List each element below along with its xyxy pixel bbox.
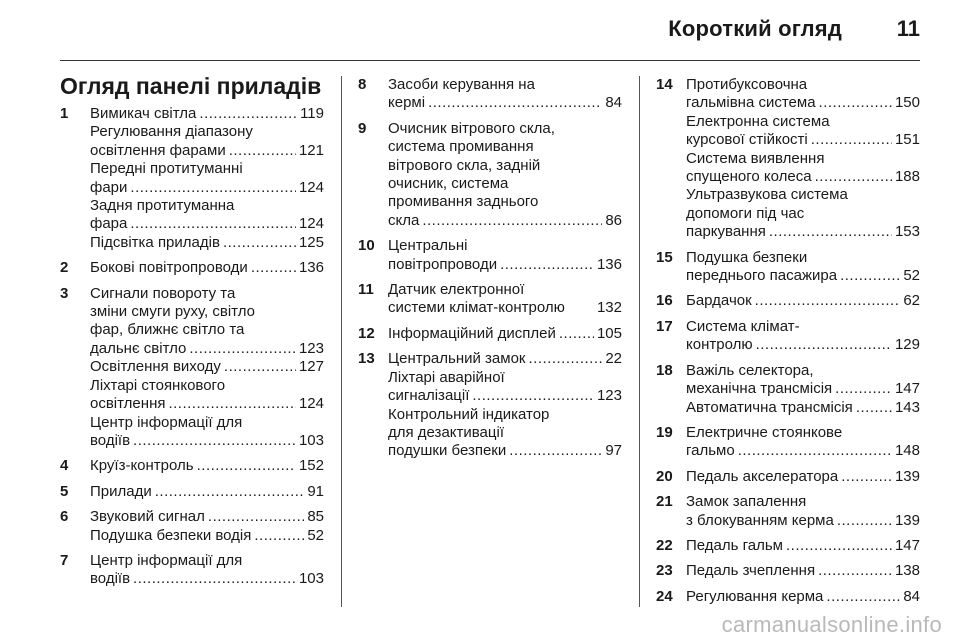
page-reference[interactable]: 123 (596, 387, 622, 405)
leader-dots (769, 223, 892, 241)
entry-text: Сигнали повороту та (90, 284, 236, 302)
entry-line (90, 160, 324, 178)
entry-text: гальмо (686, 442, 735, 460)
entry-line (90, 259, 324, 277)
entry-line (686, 380, 920, 398)
entry-number: 9 (358, 119, 367, 137)
page-reference[interactable]: 129 (894, 336, 920, 354)
entry-number: 13 (358, 350, 375, 368)
entry-text: Звуковий сигнал (90, 508, 205, 526)
entry-line (90, 570, 324, 588)
entry-line (686, 223, 920, 241)
leader-dots (756, 336, 892, 354)
page-reference[interactable]: 188 (894, 168, 920, 186)
leader-dots (472, 387, 594, 405)
page-reference[interactable]: 153 (894, 223, 920, 241)
entry-text: Ультразвукова система (686, 186, 848, 204)
entry-number: 6 (60, 508, 69, 526)
entry-number: 8 (358, 76, 367, 93)
index-entry (656, 318, 920, 355)
entry-line (90, 508, 324, 526)
entry-text: Передні протитуманні (90, 160, 243, 178)
entry-text: Центр інформації для (90, 413, 243, 431)
entry-line (686, 442, 920, 460)
page-reference[interactable]: 119 (300, 105, 324, 122)
index-entry (656, 588, 920, 606)
entry-text: Ліхтарі стоянкового (90, 376, 226, 394)
entry-line (686, 562, 920, 580)
entry-line (686, 424, 920, 442)
page-reference[interactable]: 84 (903, 587, 920, 605)
index-entry (60, 508, 324, 545)
page-reference[interactable]: 127 (298, 358, 324, 376)
leader-dots (826, 588, 900, 606)
entry-number: 5 (60, 482, 69, 500)
leader-dots (251, 259, 296, 277)
index-entry (656, 537, 920, 555)
entry-number: 12 (358, 324, 375, 342)
leader-dots (229, 142, 296, 160)
entry-text: Освітлення виходу (90, 358, 221, 376)
index-entry (60, 457, 324, 475)
entry-line (388, 175, 622, 193)
entry-text: зміни смуги руху, світло (90, 303, 255, 321)
page-reference[interactable]: 136 (298, 259, 324, 277)
entry-line (388, 193, 622, 211)
entry-text: Педаль гальм (686, 536, 783, 554)
entry-text: Круїз-контроль (90, 457, 194, 475)
entry-number: 22 (656, 536, 673, 554)
entry-line (90, 321, 324, 339)
entry-line (686, 186, 920, 204)
entry-text: гальмівна система (686, 94, 816, 112)
page-reference[interactable]: 85 (307, 508, 324, 526)
page-reference[interactable]: 103 (298, 570, 324, 588)
index-entry (656, 249, 920, 286)
entry-text: Система виявлення (686, 149, 825, 167)
entry-text: паркування (686, 223, 766, 241)
entry-line (388, 212, 622, 230)
entry-text: фари (90, 178, 128, 196)
entry-line (90, 527, 324, 545)
leader-dots (755, 292, 901, 310)
entry-text: Підсвітка приладів (90, 233, 220, 251)
entry-line (388, 76, 622, 94)
leader-dots (130, 179, 296, 197)
entry-text: Контрольний індикатор (388, 405, 550, 423)
entry-number: 7 (60, 551, 69, 569)
entry-line (388, 369, 622, 387)
entry-number: 24 (656, 587, 673, 605)
entry-text: Електричне стоянкове (686, 423, 843, 441)
entry-line (686, 150, 920, 168)
leader-dots (224, 358, 296, 376)
entry-text: сигналізації (388, 387, 470, 405)
entry-line (686, 512, 920, 530)
entry-text: курсової стійкості (686, 131, 808, 149)
entry-line (388, 442, 622, 460)
index-column-2 (358, 76, 622, 468)
leader-dots (835, 380, 892, 398)
column-divider (341, 76, 342, 607)
entry-line (90, 483, 324, 501)
entry-line (388, 157, 622, 175)
index-entry (358, 76, 622, 113)
leader-dots (254, 527, 304, 545)
entry-text: дальнє світло (90, 339, 187, 357)
leader-dots (133, 432, 296, 450)
entry-line (686, 267, 920, 285)
entry-text: Датчик електронної (388, 281, 525, 299)
entry-line (686, 588, 920, 606)
entry-line (90, 395, 324, 413)
section-title: Огляд панелі приладів (60, 73, 322, 99)
entry-number: 1 (60, 105, 69, 122)
entry-line (686, 168, 920, 186)
entry-line (686, 468, 920, 486)
entry-text: допомоги під час (686, 204, 805, 222)
page-reference[interactable]: 22 (605, 350, 622, 368)
entry-text: механічна трансмісія (686, 380, 833, 398)
entry-line (90, 340, 324, 358)
entry-line (388, 237, 622, 255)
page-reference[interactable]: 91 (307, 482, 324, 500)
page-reference[interactable]: 52 (307, 526, 324, 544)
leader-dots (428, 94, 602, 112)
page-reference[interactable]: 52 (903, 267, 920, 285)
leader-dots (130, 215, 296, 233)
index-entry (656, 562, 920, 580)
leader-dots (818, 562, 892, 580)
entry-text: з блокуванням керма (686, 511, 834, 529)
entry-text: фар, ближнє світло та (90, 321, 245, 339)
entry-line (90, 123, 324, 141)
page-reference[interactable]: 143 (894, 398, 920, 416)
index-entry (656, 468, 920, 486)
entry-text: освітлення (90, 395, 166, 413)
leader-dots (841, 468, 892, 486)
page-header (0, 0, 960, 60)
entry-text: Задня протитуманна (90, 197, 235, 215)
entry-text: Прилади (90, 482, 152, 500)
header-rule (60, 60, 920, 61)
entry-text: Педаль акселератора (686, 467, 839, 485)
index-column-3 (656, 76, 920, 613)
entry-line (90, 303, 324, 321)
entry-line (388, 406, 622, 424)
leader-dots (189, 340, 296, 358)
entry-line (90, 432, 324, 450)
leader-dots (738, 442, 892, 460)
index-entry (358, 237, 622, 274)
entry-line (90, 234, 324, 252)
index-entry (60, 552, 324, 589)
index-entry (358, 281, 622, 318)
page-reference[interactable]: 84 (605, 94, 622, 112)
index-entry (60, 483, 324, 501)
page-reference[interactable]: 132 (596, 299, 622, 317)
entry-text: промивання заднього (388, 193, 539, 211)
entry-line (90, 552, 324, 570)
entry-text: Протибуксовочна (686, 76, 808, 93)
entry-line (686, 399, 920, 417)
entry-line (388, 138, 622, 156)
entry-text: Бардачок (686, 292, 752, 310)
header-title: Короткий огляд (668, 16, 842, 41)
entry-line (90, 142, 324, 160)
page-reference[interactable]: 124 (298, 395, 324, 413)
leader-dots (856, 399, 892, 417)
entry-line (90, 179, 324, 197)
leader-dots (155, 483, 305, 501)
leader-dots (422, 212, 602, 230)
entry-line (686, 493, 920, 511)
entry-number: 23 (656, 562, 673, 580)
page-reference[interactable]: 148 (894, 442, 920, 460)
page-reference[interactable]: 152 (298, 457, 324, 475)
entry-line (388, 387, 622, 405)
entry-line (388, 424, 622, 442)
entry-text: системи клімат-контролю (388, 299, 565, 317)
page-reference[interactable]: 138 (894, 562, 920, 580)
entry-text: Замок запалення (686, 493, 807, 511)
entry-text: вітрового скла, задній (388, 156, 541, 174)
entry-text: Подушка безпеки водія (90, 526, 252, 544)
entry-line (388, 256, 622, 274)
page-reference[interactable]: 124 (298, 215, 324, 233)
leader-dots (811, 131, 892, 149)
entry-text: Подушка безпеки (686, 248, 808, 266)
index-entry (656, 76, 920, 242)
entry-text: фара (90, 215, 128, 233)
leader-dots (199, 105, 297, 123)
entry-text: Регулювання діапазону (90, 123, 253, 141)
entry-line (686, 362, 920, 380)
entry-line (90, 358, 324, 376)
page-reference[interactable]: 139 (894, 467, 920, 485)
page-reference[interactable]: 97 (605, 442, 622, 460)
entry-line (388, 120, 622, 138)
entry-line (686, 249, 920, 267)
entry-line (686, 76, 920, 94)
entry-number: 14 (656, 76, 673, 93)
entry-text: освітлення фарами (90, 141, 226, 159)
index-entry (358, 120, 622, 230)
entry-text: спущеного колеса (686, 168, 812, 186)
entry-text: скла (388, 211, 420, 229)
index-entry (656, 362, 920, 417)
page-reference[interactable]: 103 (298, 431, 324, 449)
entry-line (90, 285, 324, 303)
entry-line (90, 215, 324, 233)
entry-text: повітропроводи (388, 255, 498, 273)
entry-line (388, 281, 622, 299)
leader-dots (168, 395, 296, 413)
entry-line (686, 318, 920, 336)
entry-text: Важіль селектора, (686, 361, 814, 379)
leader-dots (837, 512, 892, 530)
entry-text: переднього пасажира (686, 267, 838, 285)
entry-number: 4 (60, 457, 69, 475)
leader-dots (559, 325, 594, 343)
entry-text: Очисник вітрового скла, (388, 119, 555, 137)
leader-dots (197, 457, 296, 475)
leader-dots (223, 234, 296, 252)
entry-text: Засоби керування на (388, 76, 535, 93)
index-entry (60, 105, 324, 252)
index-column-1 (60, 105, 324, 596)
entry-line (686, 336, 920, 354)
index-entry (656, 493, 920, 530)
entry-text: очисник, система (388, 175, 509, 193)
entry-number: 2 (60, 259, 69, 277)
page-reference[interactable]: 139 (894, 511, 920, 529)
entry-text: Вимикач світла (90, 105, 197, 122)
leader-dots (529, 350, 603, 368)
entry-text: Центр інформації для (90, 551, 243, 569)
entry-number: 20 (656, 467, 673, 485)
entry-text: водіїв (90, 570, 131, 588)
index-entry (358, 325, 622, 343)
entry-line (90, 457, 324, 475)
entry-text: контролю (686, 336, 753, 354)
leader-dots (840, 267, 900, 285)
entry-line (686, 537, 920, 555)
entry-line (90, 377, 324, 395)
entry-text: Система клімат- (686, 317, 800, 335)
entry-text: кермі (388, 94, 426, 112)
leader-dots (815, 168, 892, 186)
leader-dots (819, 94, 892, 112)
page-reference[interactable]: 123 (298, 339, 324, 357)
entry-text: Інформаційний дисплей (388, 324, 556, 342)
entry-number: 3 (60, 284, 69, 302)
entry-line (90, 414, 324, 432)
entry-text: Центральний замок (388, 350, 526, 368)
entry-line (686, 205, 920, 223)
index-entry (60, 259, 324, 277)
page-reference[interactable]: 124 (298, 178, 324, 196)
page-reference[interactable]: 105 (596, 324, 622, 342)
page-number: 11 (896, 16, 920, 41)
entry-line (686, 94, 920, 112)
leader-dots (509, 442, 602, 460)
index-entry (60, 285, 324, 451)
entry-text: система промивання (388, 138, 534, 156)
entry-number: 17 (656, 317, 673, 335)
entry-number: 10 (358, 237, 375, 255)
page-reference[interactable]: 136 (596, 255, 622, 273)
entry-line (388, 94, 622, 112)
entry-number: 11 (358, 281, 374, 299)
entry-line (388, 325, 622, 343)
page-reference[interactable]: 147 (894, 536, 920, 554)
entry-text: водіїв (90, 431, 131, 449)
entry-number: 15 (656, 248, 673, 266)
entry-text: Регулювання керма (686, 587, 824, 605)
entry-text: для дезактивації (388, 423, 504, 441)
entry-number: 18 (656, 361, 673, 379)
page-reference[interactable]: 147 (894, 380, 920, 398)
entry-number: 16 (656, 292, 673, 310)
entry-line (686, 292, 920, 310)
index-entry (656, 424, 920, 461)
page-reference[interactable]: 150 (894, 94, 920, 112)
page-reference[interactable]: 151 (894, 131, 920, 149)
page-reference[interactable]: 86 (605, 211, 622, 229)
entry-number: 21 (656, 493, 673, 511)
index-entry (656, 292, 920, 310)
entry-text: Бокові повітропроводи (90, 259, 248, 277)
entry-line (388, 350, 622, 368)
column-divider (639, 76, 640, 607)
entry-line (90, 105, 324, 123)
page-reference[interactable]: 121 (298, 141, 324, 159)
entry-text: Електронна система (686, 112, 830, 130)
leader-dots (786, 537, 892, 555)
page-reference[interactable]: 62 (903, 292, 920, 310)
leader-dots (133, 570, 296, 588)
entry-line (90, 197, 324, 215)
entry-line (686, 131, 920, 149)
entry-number: 19 (656, 423, 673, 441)
page-reference[interactable]: 125 (298, 233, 324, 251)
entry-text: Ліхтарі аварійної (388, 368, 505, 386)
index-entry (358, 350, 622, 460)
entry-text: Автоматична трансмісія (686, 398, 853, 416)
entry-line (686, 113, 920, 131)
leader-dots (208, 508, 304, 526)
entry-text: Центральні (388, 237, 468, 255)
entry-text: подушки безпеки (388, 442, 507, 460)
entry-line (388, 299, 622, 317)
entry-text: Педаль зчеплення (686, 562, 816, 580)
leader-dots (500, 256, 594, 274)
watermark: carmanualsonline.info (721, 612, 942, 637)
